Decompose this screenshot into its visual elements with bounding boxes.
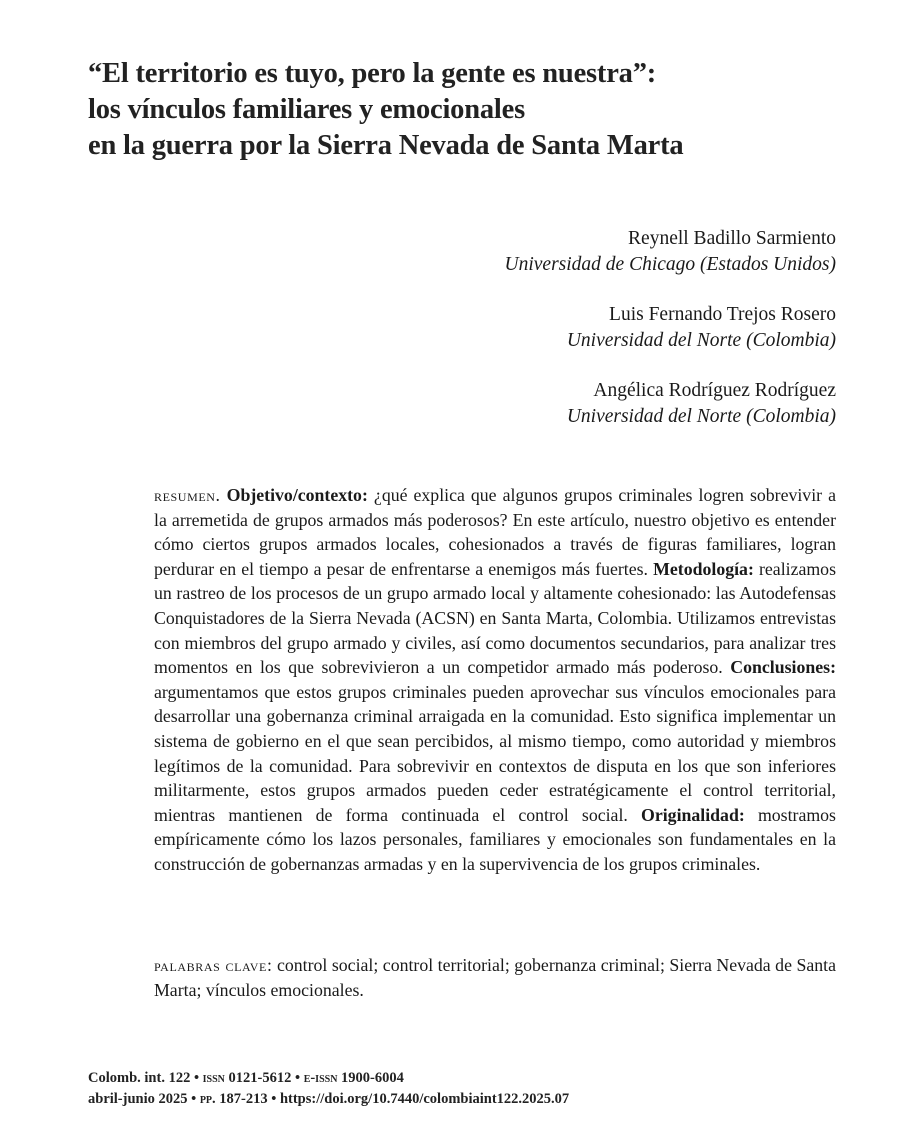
keywords-label: palabras clave: bbox=[154, 955, 273, 975]
separator: • bbox=[187, 1091, 200, 1107]
conclusions-text: argumentamos que estos grupos criminales pueden aprovechar sus vínculos emocionales para desarrollar una gobernanza criminal arraigada en la comunidad. Esto significa implementar un sistema de gobierno en el que sean percibidos, al mismo tiempo, como autoridad y miembros legítimos de la comunidad. Para sobrevivir en contextos de disputa en los que son inferiores militarmente, estos grupos armados pueden ceder estratégicamente el control territorial, mientras mantienen de forma continuada el control social. bbox=[154, 681, 836, 825]
keywords bbox=[154, 953, 836, 1002]
separator: • bbox=[267, 1091, 280, 1107]
title-line-1: “El territorio es tuyo, pero la gente es nuestra”: bbox=[88, 58, 657, 89]
author-affiliation: Universidad del Norte (Colombia) bbox=[566, 406, 836, 427]
separator: • bbox=[291, 1070, 304, 1086]
author-affiliation: Universidad de Chicago (Estados Unidos) bbox=[504, 254, 836, 275]
objective-label: Objetivo/contexto: bbox=[226, 485, 368, 505]
authors-block bbox=[316, 226, 836, 454]
author bbox=[316, 226, 836, 278]
methodology-label: Metodología: bbox=[653, 558, 754, 579]
eissn: e-issn 1900-6004 bbox=[303, 1070, 404, 1086]
title-line-2: los vínculos familiares y emocionales bbox=[88, 94, 525, 125]
footer-line-1 bbox=[88, 1068, 788, 1089]
author-name: Reynell Badillo Sarmiento bbox=[628, 228, 836, 249]
issn: issn 0121-5612 bbox=[202, 1070, 292, 1086]
page-range: pp. 187-213 bbox=[199, 1091, 268, 1107]
originality-label: Originalidad: bbox=[641, 804, 745, 825]
abstract bbox=[154, 483, 836, 877]
separator: • bbox=[190, 1070, 203, 1086]
footer-line-2 bbox=[88, 1089, 788, 1110]
abstract-label: resumen. bbox=[154, 485, 221, 505]
journal-name: Colomb. int. 122 bbox=[88, 1070, 191, 1086]
objective-text: ¿qué explica que algunos grupos criminales logren sobrevivir a la arremetida de grupos armados más poderosos? En este artículo, nuestro objetivo es entender cómo ciertos grupos armados locales, cohesionados a través de figuras familiares, logran perdurar en el tiempo a pesar de enfrentarse a enemigos más fuertes. bbox=[154, 485, 836, 579]
conclusions-label: Conclusiones: bbox=[730, 657, 836, 678]
article-title bbox=[88, 56, 808, 164]
originality-text: mostramos empíricamente cómo los lazos personales, familiares y emocionales son fundamentales en la construcción de gobernanzas armadas y en la supervivencia de los grupos criminales. bbox=[154, 804, 836, 874]
author-name: Luis Fernando Trejos Rosero bbox=[609, 304, 836, 325]
citation-footer bbox=[88, 1068, 788, 1110]
issue-date: abril-junio 2025 bbox=[88, 1091, 188, 1107]
methodology-text: realizamos un rastreo de los procesos de un grupo armado local y altamente cohesionado: las Autodefensas Conquistadores de la Sierra Nevada (ACSN) en Santa Marta, Colombia. Utilizamos entrevistas con miembros del grupo armado y civiles, así como documentos secundarios, para analizar tres momentos en los que sobrevivieron a un competidor armado más poderoso. bbox=[154, 558, 836, 678]
title-line-3: en la guerra por la Sierra Nevada de Santa Marta bbox=[88, 130, 684, 161]
author bbox=[316, 302, 836, 354]
doi-link[interactable]: https://doi.org/10.7440/colombiaint122.2025.07 bbox=[279, 1091, 570, 1107]
author-name: Angélica Rodríguez Rodríguez bbox=[593, 380, 836, 401]
author-affiliation: Universidad del Norte (Colombia) bbox=[566, 330, 836, 351]
keywords-text: control social; control territorial; gobernanza criminal; Sierra Nevada de Santa Marta; vínculos emocionales. bbox=[154, 955, 836, 1000]
author bbox=[316, 378, 836, 430]
